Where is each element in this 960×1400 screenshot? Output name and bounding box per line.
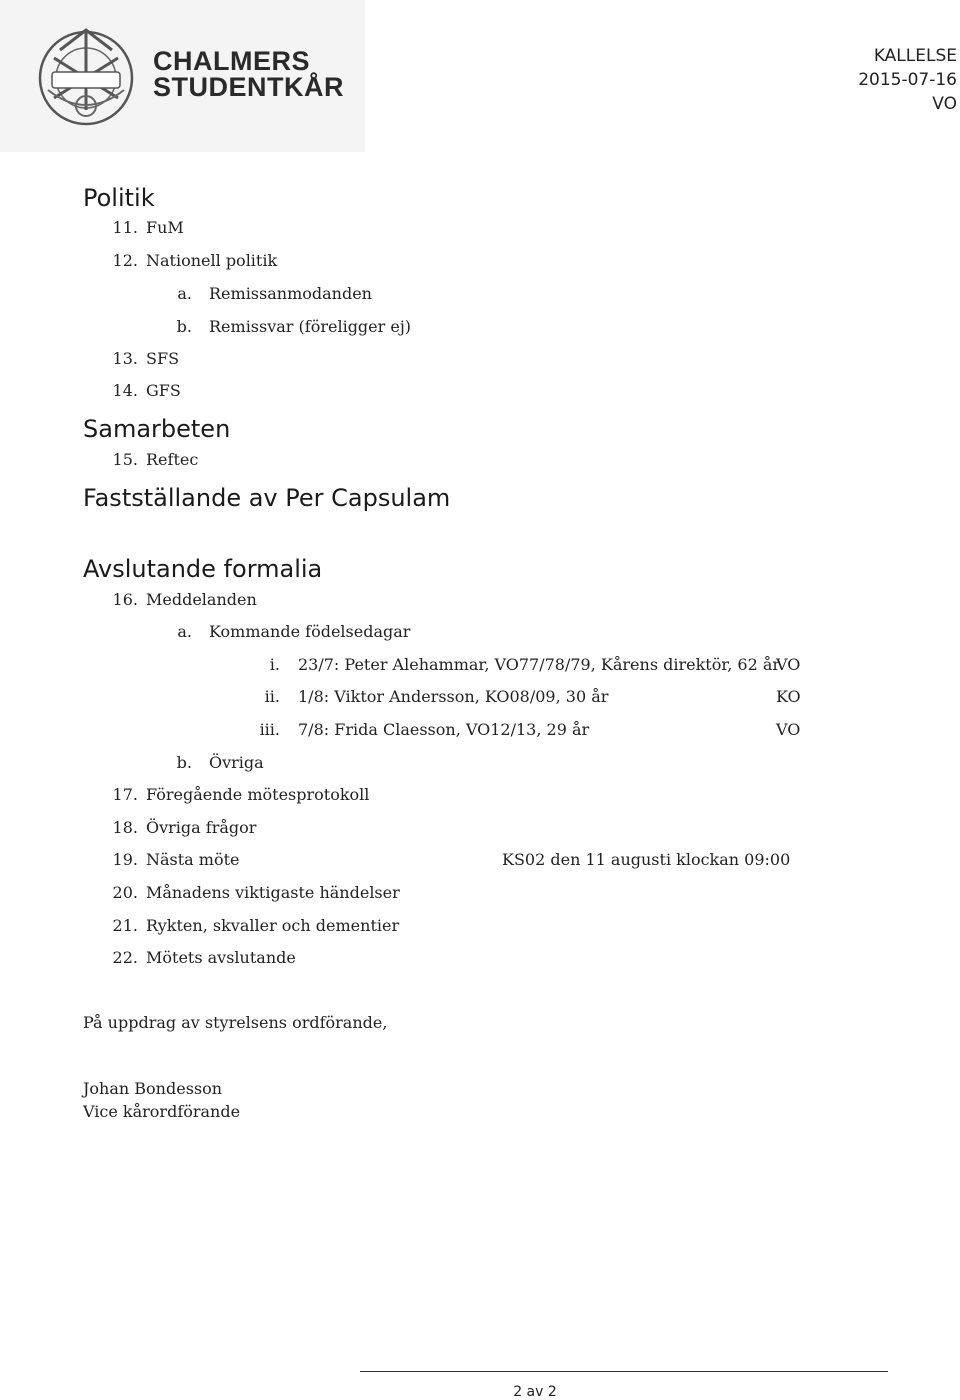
item-16ai-num: i. <box>269 655 280 674</box>
item-22-num: 22. <box>112 948 138 967</box>
item-16aii-tag: KO <box>776 687 801 706</box>
item-12a-num: a. <box>177 284 192 303</box>
item-16ai-text: 23/7: Peter Alehammar, VO77/78/79, Kårens direktör, 62 år <box>298 655 781 674</box>
doc-date: 2015-07-16 <box>858 70 957 90</box>
item-16ai-tag: VO <box>776 655 801 674</box>
logo-wordmark <box>153 48 344 100</box>
item-16b-num: b. <box>176 753 192 772</box>
item-16-text: Meddelanden <box>146 590 257 609</box>
item-11-text: FuM <box>146 218 184 237</box>
item-22-text: Mötets avslutande <box>146 948 296 967</box>
item-16-num: 16. <box>112 590 138 609</box>
item-16a-text: Kommande födelsedagar <box>209 622 411 641</box>
item-14-text: GFS <box>146 381 181 400</box>
item-13-num: 13. <box>112 349 138 368</box>
doc-author: VO <box>932 94 957 114</box>
item-20-text: Månadens viktigaste händelser <box>146 883 400 902</box>
item-19-num: 19. <box>112 850 138 869</box>
item-18-num: 18. <box>112 818 138 837</box>
signature-intro: På uppdrag av styrelsens ordförande, <box>83 1013 388 1032</box>
item-15-text: Reftec <box>146 450 199 469</box>
page-number: 2 av 2 <box>513 1384 557 1400</box>
item-12-num: 12. <box>112 251 138 270</box>
item-16aiii-text: 7/8: Frida Claesson, VO12/13, 29 år <box>298 720 590 739</box>
item-19-text: Nästa möte <box>146 850 240 869</box>
logo-line-2: STUDENTKÅR <box>153 72 344 102</box>
document-meta <box>858 44 957 116</box>
section-avslutande: Avslutande formalia <box>83 555 323 583</box>
item-16a-num: a. <box>177 622 192 641</box>
item-19-note: KS02 den 11 augusti klockan 09:00 <box>502 850 791 869</box>
item-18-text: Övriga frågor <box>146 818 257 837</box>
item-16aiii-tag: VO <box>776 720 801 739</box>
chalmers-logo <box>0 0 365 152</box>
footer-divider <box>360 1371 888 1372</box>
item-12a-text: Remissanmodanden <box>209 284 372 303</box>
logo-line-1: CHALMERS <box>153 46 310 76</box>
section-politik: Politik <box>83 184 155 212</box>
item-17-text: Föregående mötesprotokoll <box>146 785 370 804</box>
item-12b-num: b. <box>176 317 192 336</box>
item-20-num: 20. <box>112 883 138 902</box>
item-15-num: 15. <box>112 450 138 469</box>
item-16aii-num: ii. <box>264 687 280 706</box>
item-16aii-text: 1/8: Viktor Andersson, KO08/09, 30 år <box>298 687 609 706</box>
item-21-num: 21. <box>112 916 138 935</box>
item-16b-text: Övriga <box>209 753 264 772</box>
signature-name: Johan Bondesson <box>83 1079 223 1098</box>
section-faststallande: Fastställande av Per Capsulam <box>83 484 451 512</box>
item-12b-text: Remissvar (föreligger ej) <box>209 317 412 336</box>
item-14-num: 14. <box>112 381 138 400</box>
item-13-text: SFS <box>146 349 180 368</box>
item-17-num: 17. <box>112 785 138 804</box>
item-21-text: Rykten, skvaller och dementier <box>146 916 400 935</box>
item-12-text: Nationell politik <box>146 251 278 270</box>
seal-icon <box>30 20 142 132</box>
section-samarbeten: Samarbeten <box>83 415 231 443</box>
doc-type: KALLELSE <box>873 46 957 66</box>
item-16aiii-num: iii. <box>259 720 280 739</box>
signature-title: Vice kårordförande <box>83 1102 241 1121</box>
item-11-num: 11. <box>112 218 138 237</box>
